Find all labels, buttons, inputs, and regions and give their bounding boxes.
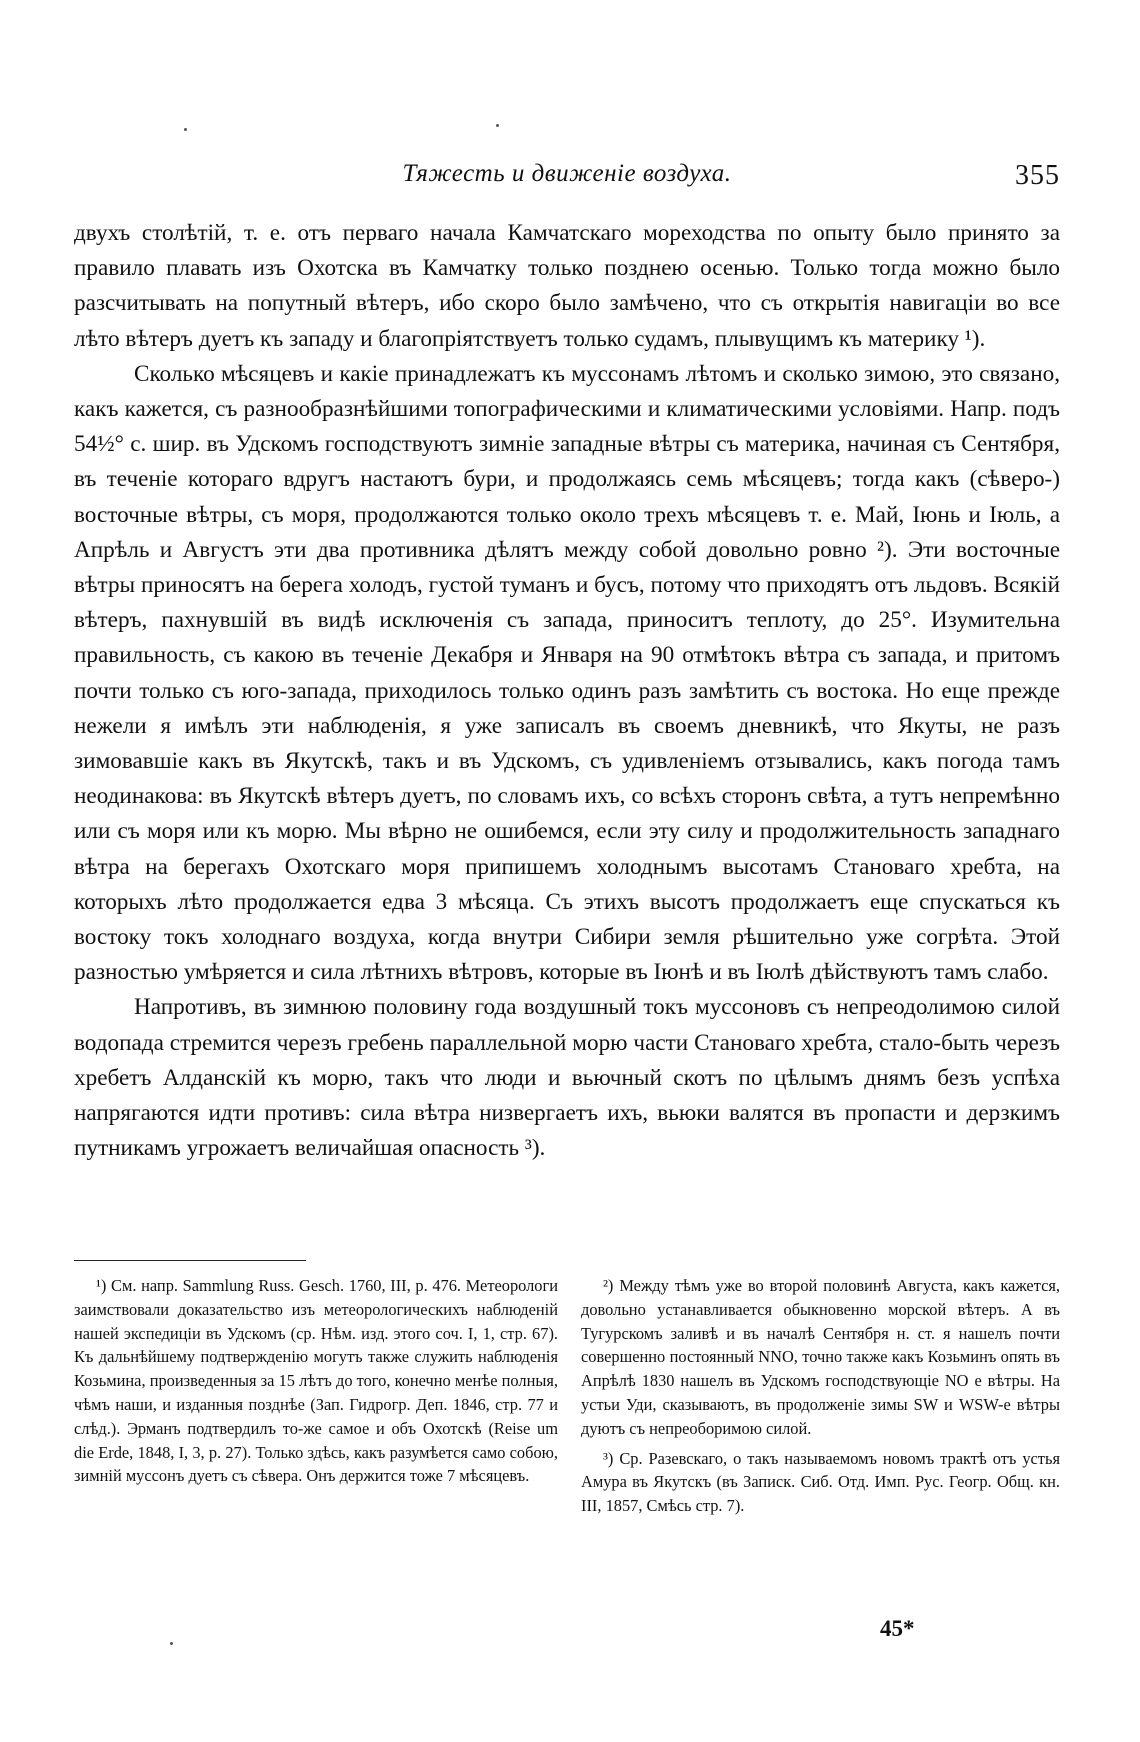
print-speck bbox=[170, 1642, 173, 1645]
running-title: Тяжесть и движеніе воздуха. bbox=[402, 160, 732, 187]
footnote-column-left bbox=[74, 1274, 558, 1488]
main-text bbox=[74, 216, 1060, 1166]
paragraph-1: двухъ столѣтій, т. е. отъ перваго начала Камчатскаго мореходства по опыту было принято за правило плавать изъ Охотска въ Камчатку только позднею осенью. Только тогда можно было разсчитывать на попутный вѣтеръ, ибо скоро было замѣчено, что съ открытія навигаціи во все лѣто вѣтеръ дуетъ къ западу и благопріятствуетъ только судамъ, плывущимъ къ материку ¹). bbox=[74, 220, 1060, 352]
paragraph-2: Сколько мѣсяцевъ и какіе принадлежатъ къ муссонамъ лѣтомъ и сколько зимою, это связано, какъ кажется, съ разнообразнѣйшими топографическими и климатическими условіями. Напр. подъ 54½° с. шир. въ Удскомъ господствуютъ зимніе западные вѣтры съ материка, начиная съ Сентября, въ теченіе котораго вдругъ настаютъ бури, и продолжаясь семь мѣсяцевъ; тогда какъ (сѣверо-) восточные вѣтры, съ моря, продолжаются только около трехъ мѣсяцевъ т. е. Май, Іюнь и Іюль, а Апрѣль и Августъ эти два противника дѣлятъ между собой довольно ровно ²). Эти восточные вѣтры приносятъ на берега холодъ, густой туманъ и бусъ, потому что приходятъ отъ льдовъ. Всякій вѣтеръ, пахнувшій въ видѣ исключенія съ запада, приноситъ теплоту, до 25°. Изумительна правильность, съ какою въ теченіе Декабря и Января на 90 отмѣтокъ вѣтра съ запада, и притомъ почти только съ юго-запада, приходилось только одинъ разъ замѣтить съ востока. Но еще прежде нежели я имѣлъ эти наблюденія, я уже записалъ въ своемъ дневникѣ, что Якуты, не разъ зимовавшіе какъ въ Якутскѣ, такъ и въ Удскомъ, съ удивленіемъ отзывались, какъ погода тамъ неодинакова: въ Якутскѣ вѣтеръ дуетъ, по словамъ ихъ, со всѣхъ сторонъ свѣта, а тутъ непремѣнно или съ моря или къ морю. Мы вѣрно не ошибемся, если эту силу и продолжительность западнаго вѣтра на берегахъ Охотскаго моря припишемъ холоднымъ высотамъ Становаго хребта, на которыхъ лѣто продолжается едва 3 мѣсяца. Съ этихъ высотъ продолжаетъ еще спускаться къ востоку токъ холоднаго воздуха, когда внутри Сибири земля рѣшительно уже согрѣта. Этой разностью умѣряется и сила лѣтнихъ вѣтровъ, которые въ Іюнѣ и въ Іюлѣ дѣйствуютъ тамъ слабо. bbox=[74, 360, 1060, 986]
paragraph-3: Напротивъ, въ зимнюю половину года воздушный токъ муссоновъ съ непреодолимою силой водопада стремится черезъ гребень параллельной морю части Становаго хребта, стало-быть черезъ хребетъ Алданскій къ морю, такъ что люди и вьючный скотъ по цѣлымъ днямъ безъ успѣха напрягаются идти противъ: сила вѣтра низвергаетъ ихъ, вьюки валятся въ пропасти и дерзкимъ путникамъ угрожаетъ величайшая опасность ³). bbox=[74, 994, 1060, 1162]
page-number: 355 bbox=[1015, 160, 1060, 191]
signature-mark: 45* bbox=[880, 1616, 915, 1641]
footnotes bbox=[74, 1274, 1060, 1604]
footnote-3: ³) Ср. Разевскаго, о такъ называемомъ новомъ трактѣ отъ устья Амура въ Якутскъ (въ Записк. Сиб. Отд. Имп. Рус. Геогр. Общ. кн. III, 1857, Смѣсь стр. 7). bbox=[581, 1448, 1060, 1516]
footnote-2: ²) Между тѣмъ уже во второй половинѣ Августа, какъ кажется, довольно устанавливается обыкновенно морской вѣтеръ. А въ Тугурскомъ заливѣ и въ началѣ Сентября н. ст. я нашелъ почти совершенно постоянный NNO, точно также какъ Козьминъ опять въ Апрѣлѣ 1830 нашелъ въ Удскомъ господствующіе NO e вѣтры. На устьи Уди, сказываютъ, въ продолженіе зимы SW и WSW-e вѣтры дуютъ съ непреоборимою силой. bbox=[581, 1276, 1060, 1438]
print-speck bbox=[184, 128, 187, 131]
page-header bbox=[74, 160, 1060, 200]
footnote-column-right bbox=[581, 1274, 1060, 1518]
footnote-separator bbox=[74, 1260, 306, 1261]
footnote-1: ¹) См. напр. Sammlung Russ. Gesch. 1760, III, p. 476. Метеорологи заимствовали доказательство изъ метеорологическихъ наблюденій нашей экспедиціи въ Удскомъ (ср. Нѣм. изд. этого соч. I, 1, стр. 67). Къ дальнѣйшему подтвержденію могутъ также служить наблюденія Козьмина, произведенныя за 15 лѣтъ до того, конечно менѣе полныя, чѣмъ наши, и изданныя позднѣе (Зап. Гидрогр. Деп. 1846, стр. 77 и слѣд.). Эрманъ подтвердилъ то-же самое и объ Охотскѣ (Reise um die Erde, 1848, I, 3, p. 27). Только здѣсь, какъ разумѣется само собою, зимній муссонъ дуетъ съ сѣвера. Онъ держится тоже 7 мѣсяцевъ. bbox=[74, 1276, 558, 1486]
print-speck bbox=[496, 124, 499, 127]
